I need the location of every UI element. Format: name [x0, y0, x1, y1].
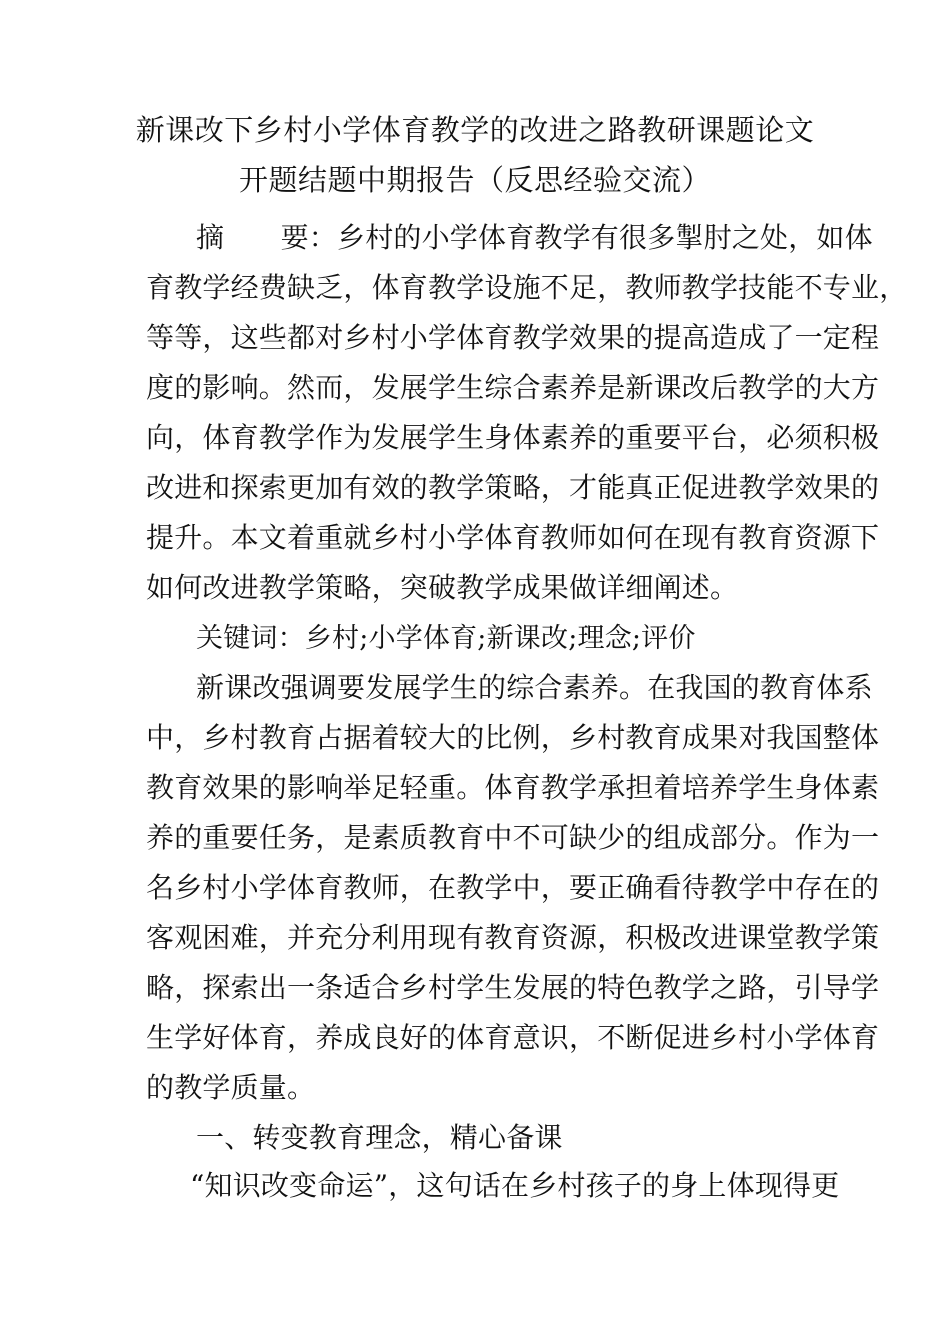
title-line-2: 开题结题中期报告（反思经验交流）: [238, 163, 711, 197]
intro-line: 的教学质量。: [146, 1071, 316, 1104]
section-paragraph-line: “知识改变命运”，这句话在乡村孩子的身上体现得更: [190, 1169, 840, 1202]
abstract-line: 育教学经费缺乏，体育教学设施不足，教师教学技能不专业，: [146, 271, 908, 304]
abstract-line: 提升。本文着重就乡村小学体育教师如何在现有教育资源下: [146, 521, 880, 554]
abstract-line: 如何改进教学策略，突破教学成果做详细阐述。: [146, 571, 739, 604]
intro-line: 略，探索出一条适合乡村学生发展的特色教学之路，引导学: [146, 971, 880, 1004]
abstract-line: 度的影响。然而，发展学生综合素养是新课改后教学的大方: [146, 371, 880, 404]
intro-line: 教育效果的影响举足轻重。体育教学承担着培养学生身体素: [146, 771, 880, 804]
abstract-line: 改进和探索更加有效的教学策略，才能真正促进教学效果的: [146, 471, 880, 504]
intro-line: 客观困难，并充分利用现有教育资源，积极改进课堂教学策: [146, 921, 880, 954]
abstract-line: 摘 要：乡村的小学体育教学有很多掣肘之处，如体: [196, 221, 873, 254]
abstract-line: 向，体育教学作为发展学生身体素养的重要平台，必须积极: [146, 421, 880, 454]
keywords-line: 关键词：乡村;小学体育;新课改;理念;评价: [196, 623, 696, 654]
intro-line: 新课改强调要发展学生的综合素养。在我国的教育体系: [196, 671, 873, 704]
section-heading: 一、转变教育理念，精心备课: [196, 1121, 563, 1154]
intro-line: 名乡村小学体育教师，在教学中，要正确看待教学中存在的: [146, 871, 880, 904]
title-line-1: 新课改下乡村小学体育教学的改进之路教研课题论文: [135, 113, 815, 147]
intro-line: 养的重要任务，是素质教育中不可缺少的组成部分。作为一: [146, 821, 880, 854]
abstract-line: 等等，这些都对乡村小学体育教学效果的提高造成了一定程: [146, 321, 880, 354]
intro-line: 中，乡村教育占据着较大的比例，乡村教育成果对我国整体: [146, 721, 880, 754]
intro-line: 生学好体育，养成良好的体育意识，不断促进乡村小学体育: [146, 1021, 880, 1054]
